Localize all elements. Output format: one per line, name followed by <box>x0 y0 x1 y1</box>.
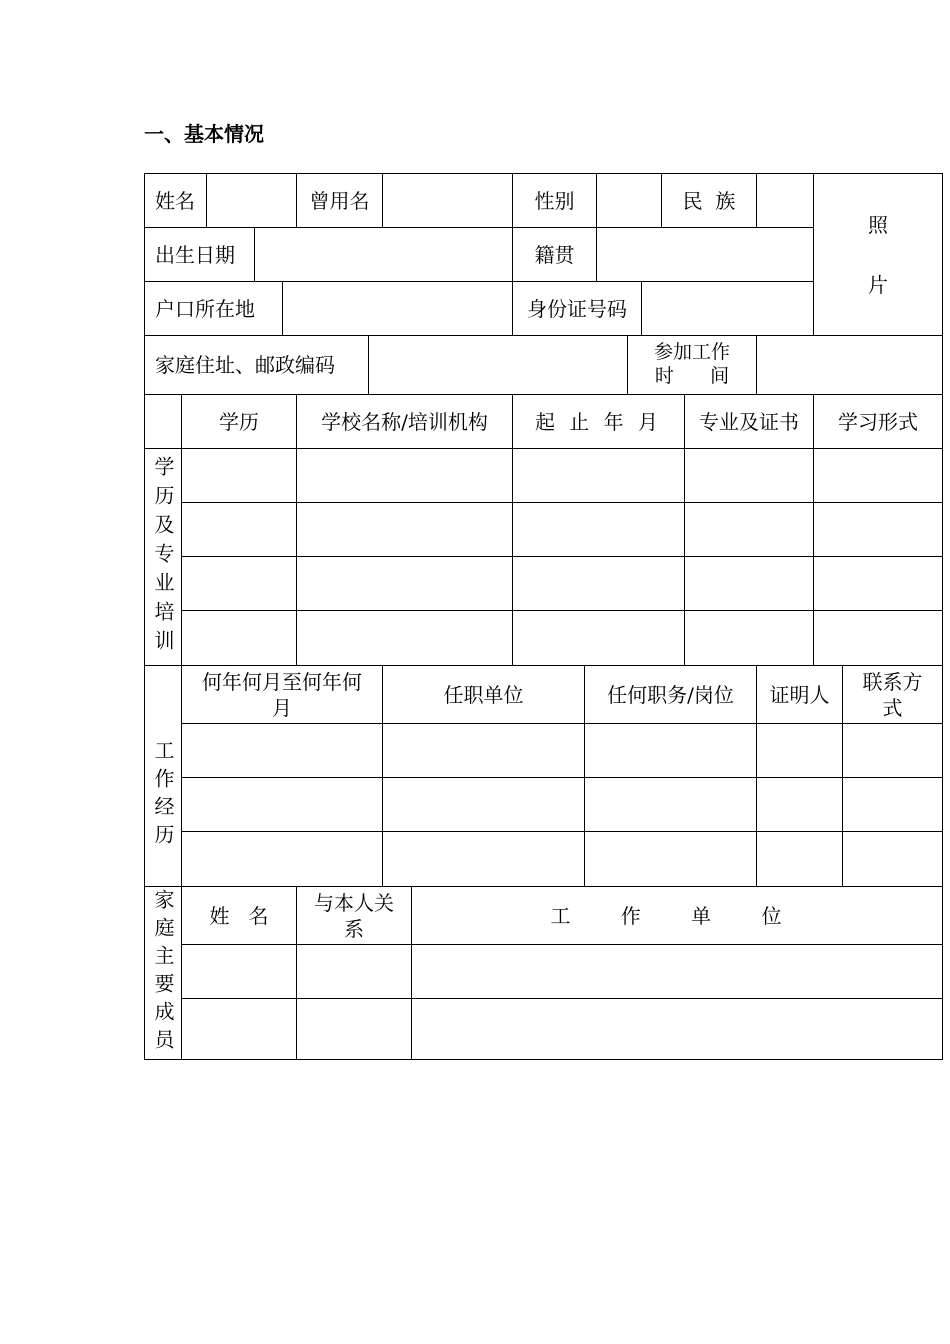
education-header-degree: 学历 <box>181 394 297 449</box>
field-work-start[interactable] <box>756 335 943 395</box>
family-section-label-text: 家庭主要成员 <box>151 889 175 1057</box>
work-cell[interactable] <box>584 777 757 832</box>
work-cell[interactable] <box>842 831 943 887</box>
family-header-employer: 工 作 单 位 <box>411 886 943 945</box>
photo-label-1: 照 <box>868 212 888 237</box>
work-header-period-line2: 月 <box>272 695 292 720</box>
work-section-label-text: 工作经历 <box>151 740 175 852</box>
education-header-mode: 学习形式 <box>813 394 943 449</box>
photo-label-2: 片 <box>868 272 888 297</box>
work-cell[interactable] <box>756 723 843 778</box>
work-cell[interactable] <box>382 777 585 832</box>
field-former-name[interactable] <box>382 173 513 228</box>
family-cell[interactable] <box>181 944 297 999</box>
education-header-blank <box>144 394 182 449</box>
family-cell[interactable] <box>411 944 943 999</box>
family-header-name: 姓 名 <box>181 886 297 945</box>
work-cell[interactable] <box>382 831 585 887</box>
education-section-label-text: 学历及专业培训 <box>151 455 175 659</box>
education-cell[interactable] <box>684 556 814 611</box>
family-header-relation-line2: 系 <box>344 916 364 941</box>
work-cell[interactable] <box>584 723 757 778</box>
field-ethnicity[interactable] <box>756 173 814 228</box>
education-section-label <box>144 448 182 666</box>
label-work-start-line2: 时 间 <box>654 365 730 387</box>
work-header-contact-line1: 联系方 <box>862 669 923 694</box>
education-header-school: 学校名称/培训机构 <box>296 394 513 449</box>
education-cell[interactable] <box>512 556 685 611</box>
label-name: 姓名 <box>144 173 207 228</box>
family-header-relation-line1: 与本人关 <box>314 890 394 915</box>
field-birth-date[interactable] <box>254 227 513 282</box>
education-cell[interactable] <box>684 448 814 503</box>
education-cell[interactable] <box>813 448 943 503</box>
photo-box[interactable] <box>813 173 943 336</box>
field-address-postcode[interactable] <box>368 335 628 395</box>
education-cell[interactable] <box>181 556 297 611</box>
family-cell[interactable] <box>296 944 412 999</box>
work-cell[interactable] <box>181 723 383 778</box>
work-header-contact <box>842 665 943 724</box>
work-cell[interactable] <box>181 777 383 832</box>
education-cell[interactable] <box>296 502 513 557</box>
family-header-relation <box>296 886 412 945</box>
education-cell[interactable] <box>684 502 814 557</box>
work-header-reference: 证明人 <box>756 665 843 724</box>
field-native-place[interactable] <box>596 227 814 282</box>
work-cell[interactable] <box>842 723 943 778</box>
work-section-label <box>144 665 182 887</box>
work-cell[interactable] <box>756 777 843 832</box>
label-former-name: 曾用名 <box>296 173 383 228</box>
family-cell[interactable] <box>296 998 412 1060</box>
education-cell[interactable] <box>181 502 297 557</box>
section-title: 一、基本情况 <box>144 122 264 146</box>
family-section-label <box>144 886 182 1060</box>
education-cell[interactable] <box>813 502 943 557</box>
label-native-place: 籍贯 <box>512 227 597 282</box>
work-header-period <box>181 665 383 724</box>
work-header-contact-line2: 式 <box>882 695 903 720</box>
education-cell[interactable] <box>813 610 943 666</box>
work-header-employer: 任职单位 <box>382 665 585 724</box>
education-cell[interactable] <box>512 502 685 557</box>
education-cell[interactable] <box>181 610 297 666</box>
education-cell[interactable] <box>296 448 513 503</box>
label-gender: 性别 <box>512 173 597 228</box>
family-cell[interactable] <box>181 998 297 1060</box>
work-cell[interactable] <box>382 723 585 778</box>
work-header-position: 任何职务/岗位 <box>584 665 757 724</box>
education-cell[interactable] <box>813 556 943 611</box>
field-hukou[interactable] <box>282 281 513 336</box>
label-ethnicity: 民 族 <box>661 173 757 228</box>
field-id-number[interactable] <box>641 281 814 336</box>
field-gender[interactable] <box>596 173 662 228</box>
label-work-start-line1: 参加工作 <box>653 341 730 364</box>
education-header-period: 起 止 年 月 <box>512 394 685 449</box>
field-name[interactable] <box>206 173 297 228</box>
label-address-postcode: 家庭住址、邮政编码 <box>144 335 369 395</box>
work-cell[interactable] <box>181 831 383 887</box>
family-cell[interactable] <box>411 998 943 1060</box>
work-cell[interactable] <box>756 831 843 887</box>
work-cell[interactable] <box>584 831 757 887</box>
education-cell[interactable] <box>684 610 814 666</box>
education-cell[interactable] <box>512 610 685 666</box>
label-work-start <box>627 335 757 395</box>
education-cell[interactable] <box>296 556 513 611</box>
education-cell[interactable] <box>181 448 297 503</box>
education-cell[interactable] <box>296 610 513 666</box>
label-birth-date: 出生日期 <box>144 227 255 282</box>
work-header-period-line1: 何年何月至何年何 <box>202 669 362 694</box>
education-header-major: 专业及证书 <box>684 394 814 449</box>
education-cell[interactable] <box>512 448 685 503</box>
work-cell[interactable] <box>842 777 943 832</box>
label-hukou: 户口所在地 <box>144 281 283 336</box>
label-id-number: 身份证号码 <box>512 281 642 336</box>
